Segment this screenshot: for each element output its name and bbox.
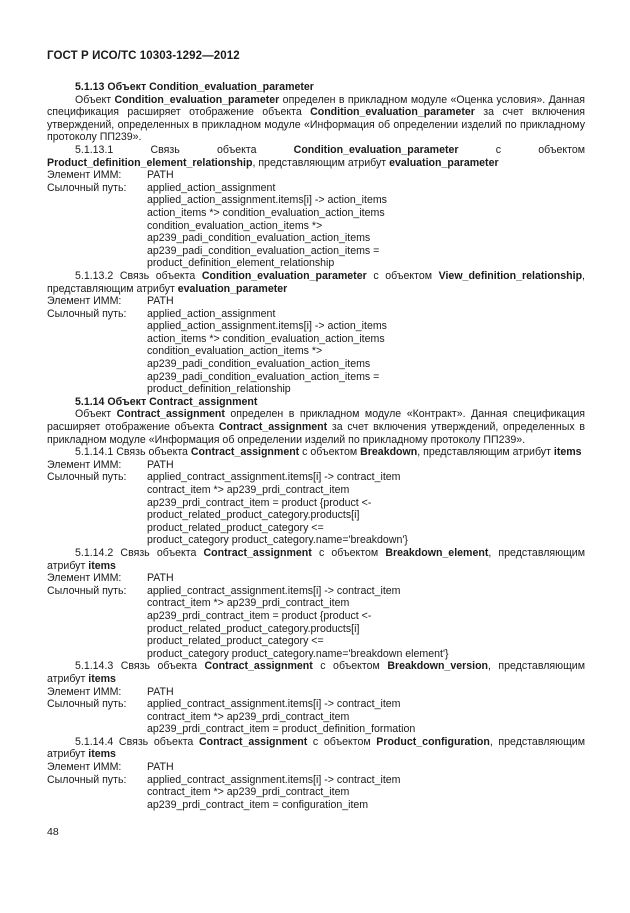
page-content xyxy=(47,81,585,811)
path-line: ap239_prdi_contract_item = product {product <- xyxy=(147,609,372,622)
path-line: action_items *> condition_evaluation_action_items xyxy=(147,206,385,219)
path-line: product_related_product_category.products[i] xyxy=(147,622,360,635)
reference-path-row: Сылочный путь: applied_action_assignment xyxy=(47,307,276,320)
reference-path-row: Сылочный путь: applied_contract_assignment.items[i] -> contract_item xyxy=(47,471,401,484)
subsection-heading-5-1-14-1: 5.1.14.1 Связь объекта Contract_assignment с объектом Breakdown, представляющим атрибут items xyxy=(75,446,582,459)
path-line: product_definition_element_relationship xyxy=(147,257,335,270)
aim-element-row: Элемент ИММ: PATH xyxy=(47,685,174,698)
path-line: product_related_product_category <= xyxy=(147,521,324,534)
aim-element-row: Элемент ИММ: PATH xyxy=(47,295,174,308)
path-line: ap239_padi_condition_evaluation_action_items = xyxy=(147,244,380,257)
reference-path-row: Сылочный путь: applied_contract_assignment.items[i] -> contract_item xyxy=(47,584,401,597)
section-heading-5-1-14: 5.1.14 Объект Contract_assignment xyxy=(75,395,258,408)
section-heading-5-1-13: 5.1.13 Объект Condition_evaluation_parameter xyxy=(75,81,314,93)
subsection-heading-5-1-13-1: 5.1.13.1 Связь объекта Condition_evaluation_parameter с объектом Product_definition_element_relationship, представляющим атрибут evaluation_parameter xyxy=(47,143,585,169)
aim-element-row: Элемент ИММ: PATH xyxy=(47,169,174,182)
path-line: ap239_padi_condition_evaluation_action_items xyxy=(147,232,371,245)
reference-path-row: Сылочный путь: applied_action_assignment xyxy=(47,181,276,194)
reference-path-row: Сылочный путь: applied_contract_assignment.items[i] -> contract_item xyxy=(47,698,401,711)
path-line: ap239_prdi_contract_item = product {product <- xyxy=(147,496,372,509)
path-line: condition_evaluation_action_items *> xyxy=(147,219,323,232)
path-line: product_related_product_category <= xyxy=(147,635,324,648)
path-line: condition_evaluation_action_items *> xyxy=(147,345,323,358)
reference-path-row: Сылочный путь: applied_contract_assignment.items[i] -> contract_item xyxy=(47,773,401,786)
subsection-heading-5-1-13-2: 5.1.13.2 Связь объекта Condition_evaluation_parameter с объектом View_definition_relationship, представляющим атрибут evaluation_parameter xyxy=(47,269,585,295)
path-line: contract_item *> ap239_prdi_contract_item xyxy=(147,786,350,799)
path-line: ap239_padi_condition_evaluation_action_items xyxy=(147,358,371,371)
path-line: product_category product_category.name='breakdown'} xyxy=(147,534,408,547)
path-line: ap239_prdi_contract_item = product_definition_formation xyxy=(147,723,416,736)
subsection-heading-5-1-14-4: 5.1.14.4 Связь объекта Contract_assignment с объектом Product_configuration, представляющим атрибут items xyxy=(47,735,585,761)
aim-element-row: Элемент ИММ: PATH xyxy=(47,458,174,471)
aim-element-row: Элемент ИММ: PATH xyxy=(47,761,174,774)
page-number: 48 xyxy=(47,826,59,838)
subsection-heading-5-1-14-3: 5.1.14.3 Связь объекта Contract_assignment с объектом Breakdown_version, представляющим атрибут items xyxy=(47,660,585,685)
path-line: product_definition_relationship xyxy=(147,383,291,396)
path-line: applied_action_assignment.items[i] -> action_items xyxy=(147,194,387,207)
path-line: ap239_padi_condition_evaluation_action_items = xyxy=(147,370,380,383)
subsection-heading-5-1-14-2: 5.1.14.2 Связь объекта Contract_assignment с объектом Breakdown_element, представляющим атрибут items xyxy=(47,546,585,572)
path-line: product_related_product_category.products[i] xyxy=(147,509,360,522)
path-line: action_items *> condition_evaluation_action_items xyxy=(147,332,385,345)
path-line: contract_item *> ap239_prdi_contract_item xyxy=(147,484,350,496)
aim-element-row: Элемент ИММ: PATH xyxy=(47,572,174,585)
path-line: applied_action_assignment.items[i] -> action_items xyxy=(147,320,387,333)
path-line: ap239_prdi_contract_item = configuration_item xyxy=(147,798,369,811)
path-line: contract_item *> ap239_prdi_contract_item xyxy=(147,597,350,610)
path-line: product_category product_category.name='breakdown element'} xyxy=(147,647,449,660)
document-header: ГОСТ Р ИСО/ТС 10303-1292—2012 xyxy=(47,50,240,62)
section-paragraph-5-1-13: Объект Condition_evaluation_parameter определен в прикладном модуле «Оценка условия». Данная спецификация расширяет отображение объекта Condition_evaluation_parameter за счет включения утверждений, определенных в прикладном модуле «Информация об определении изделий по прикладному протоколу ПП239». xyxy=(47,93,586,144)
section-paragraph-5-1-14: Объект Contract_assignment определен в прикладном модуле «Контракт». Данная спецификация расширяет отображение объекта Contract_assignment за счет включения утверждений, определенных в прикладном модуле «Информация об определении изделий по прикладному протоколу ПП239». xyxy=(47,408,585,446)
path-line: contract_item *> ap239_prdi_contract_item xyxy=(147,710,350,723)
